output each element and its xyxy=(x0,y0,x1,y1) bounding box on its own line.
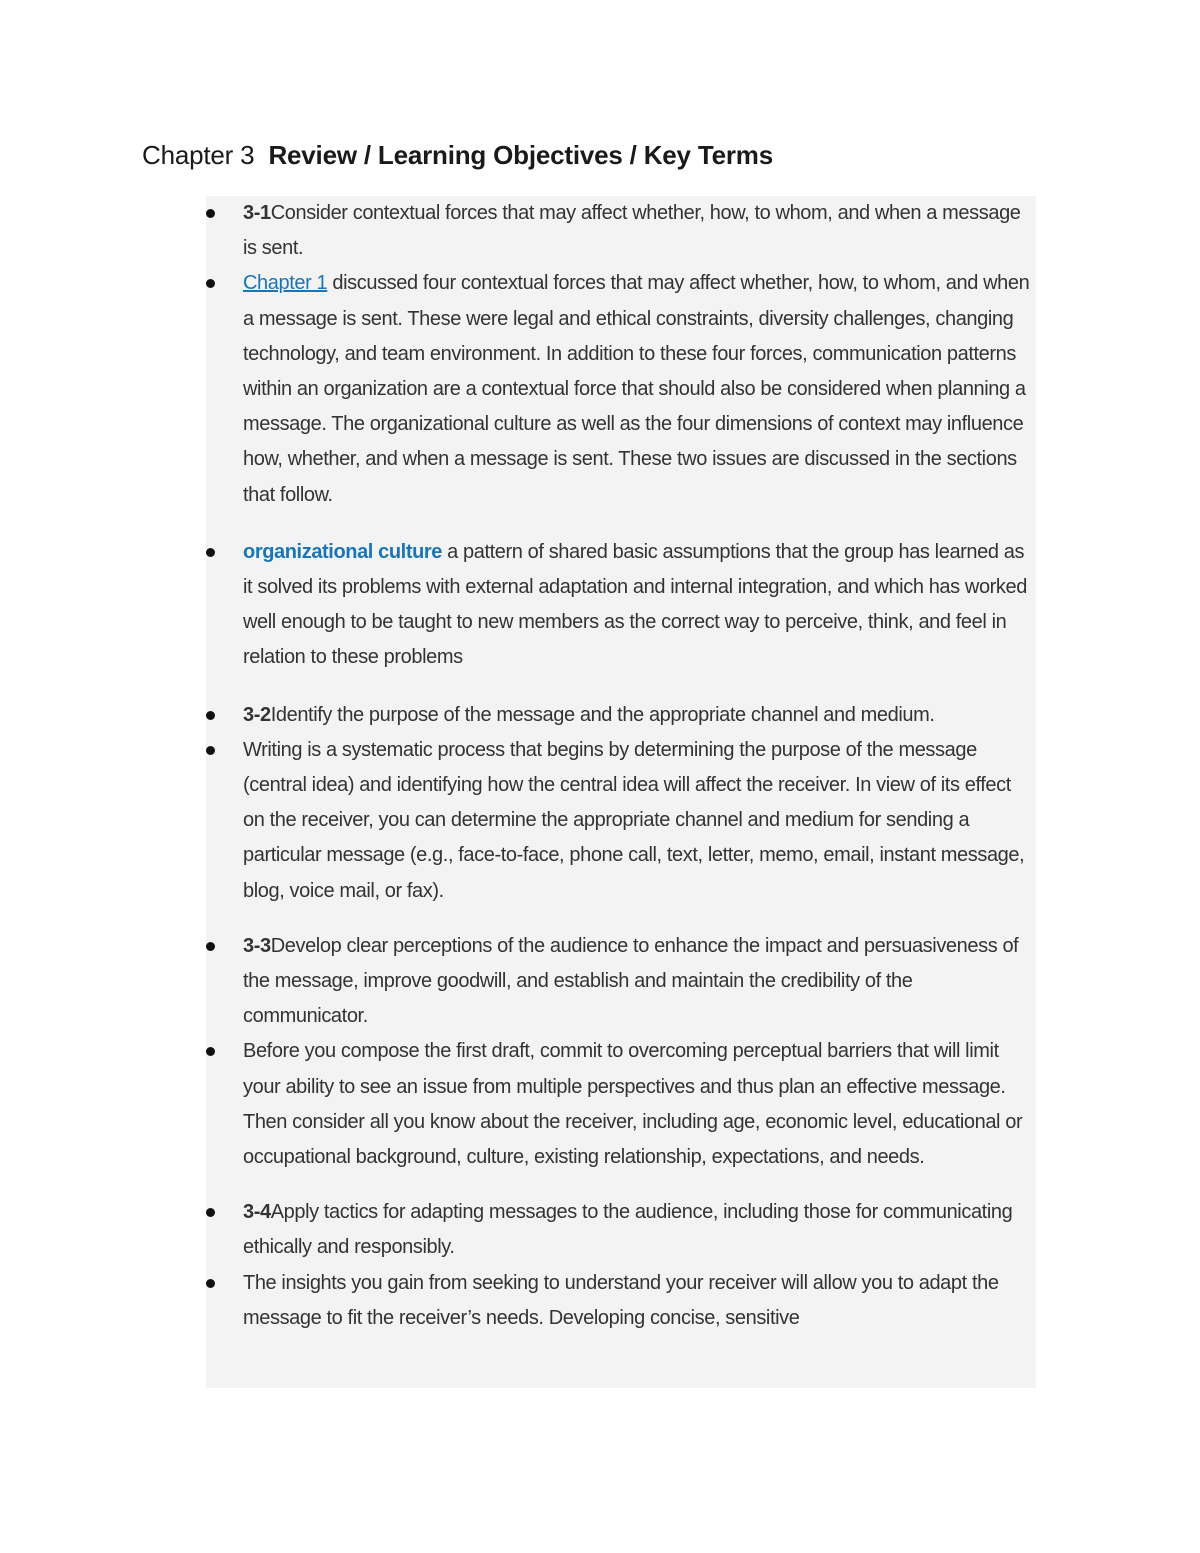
key-term[interactable]: organizational culture xyxy=(243,540,443,563)
objective-text: Develop clear perceptions of the audience to enhance the impact and persuasiveness of the message, improve goodwill, and establish and maintain the credibility of the communicator. xyxy=(243,934,1019,1028)
review-content-box xyxy=(206,196,1036,1388)
title-main: Review / Learning Objectives / Key Terms xyxy=(268,140,773,170)
objective-3-3 xyxy=(206,929,1036,1035)
objective-number: 3-1 xyxy=(243,202,271,224)
summary-3-1 xyxy=(206,266,1036,512)
objective-3-4 xyxy=(206,1195,1036,1265)
summary-3-3 xyxy=(206,1034,1036,1175)
summary-3-2 xyxy=(206,733,1036,909)
key-term-organizational-culture xyxy=(206,535,1036,676)
summary-3-4 xyxy=(206,1266,1036,1336)
objective-text: Consider contextual forces that may affect whether, how, to whom, and when a message is sent. xyxy=(243,202,1021,260)
chapter-label: Chapter 3 xyxy=(142,140,255,170)
summary-text: Before you compose the first draft, commit to overcoming perceptual barriers that will limit your ability to see an issue from multiple perspectives and thus plan an effective message. Then consider all you know about the receiver, including age, economic level, educational or occupational background, culture, existing relationship, expectations, and needs. xyxy=(243,1040,1023,1169)
objective-text: Identify the purpose of the message and the appropriate channel and medium. xyxy=(270,703,935,726)
objective-3-1 xyxy=(206,196,1036,266)
objective-number: 3-4 xyxy=(243,1201,271,1224)
objective-number: 3-2 xyxy=(243,703,271,726)
objective-text: Apply tactics for adapting messages to the audience, including those for communicating ethically and responsibly. xyxy=(243,1201,1013,1259)
objective-3-2 xyxy=(206,698,1036,733)
review-list xyxy=(206,196,1036,1336)
page-title xyxy=(142,140,773,171)
objective-number: 3-3 xyxy=(243,934,271,957)
summary-text: The insights you gain from seeking to understand your receiver will allow you to adapt the message to fit the receiver’s needs. Developing concise, sensitive xyxy=(243,1271,999,1329)
key-term-definition: a pattern of shared basic assumptions that the group has learned as it solved its problems with external adaptation and internal integration, and which has worked well enough to be taught to new members as the correct way to perceive, think, and feel in relation to these problems xyxy=(243,540,1027,669)
summary-text: discussed four contextual forces that may affect whether, how, to whom, and when a message is sent. These were legal and ethical constraints, diversity challenges, changing technology, and team environment. In addition to these four forces, communication patterns within an organization are a contextual force that should also be considered when planning a message. The organizational culture as well as the four dimensions of context may influence how, whether, and when a message is sent. These two issues are discussed in the sections that follow. xyxy=(243,272,1030,506)
summary-text: Writing is a systematic process that begins by determining the purpose of the message (central idea) and identifying how the central idea will affect the receiver. In view of its effect on the receiver, you can determine the appropriate channel and medium for sending a particular message (e.g., face-to-face, phone call, text, letter, memo, email, instant message, blog, voice mail, or fax). xyxy=(243,738,1025,902)
chapter-1-link[interactable]: Chapter 1 xyxy=(243,272,328,295)
